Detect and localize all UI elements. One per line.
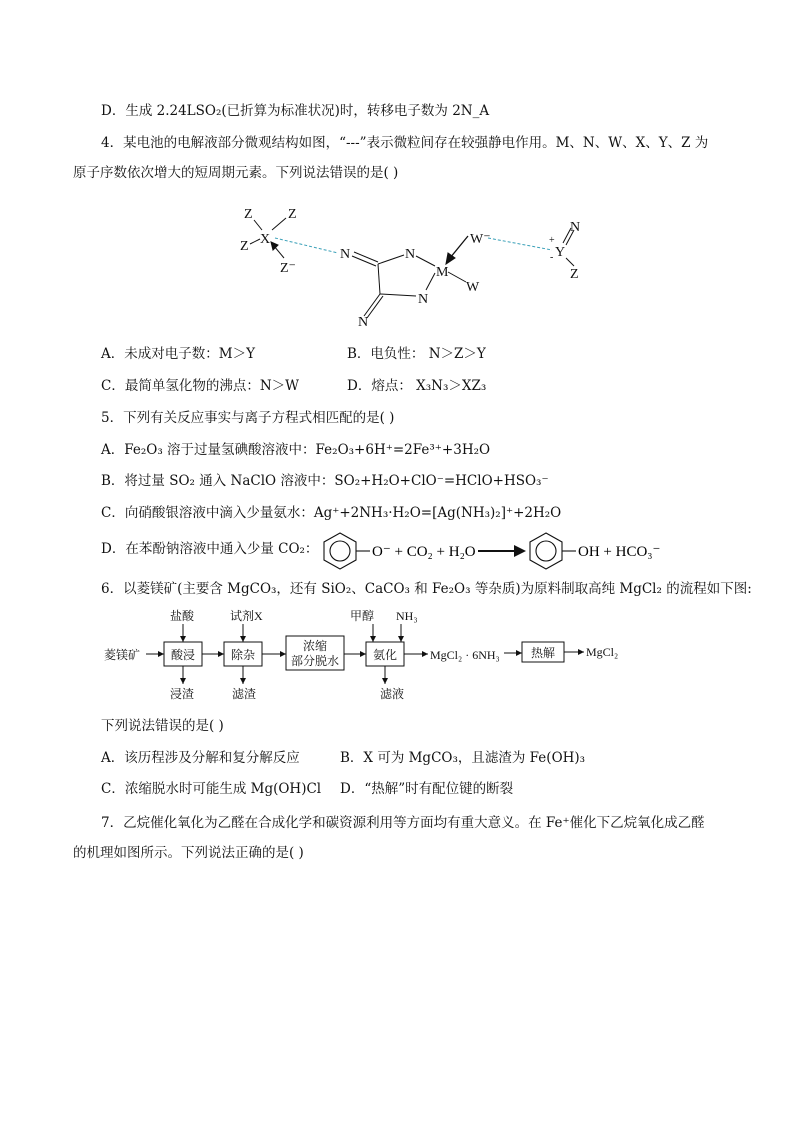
q6-option-d: D．“热解”时有配位键的断裂 (340, 781, 514, 797)
flow-nh3: NH₃ (396, 609, 418, 623)
benzene-ring-right (530, 533, 562, 569)
q4-structure-diagram (230, 198, 600, 333)
flow-residue: 滤渣 (232, 687, 257, 701)
q6-option-a: A．该历程涉及分解和复分解反应 (101, 750, 300, 766)
flow-leach: 浸渣 (170, 687, 195, 701)
flow-acid: 酸浸 (170, 648, 196, 662)
q5-option-b: B．将过量 SO₂ 通入 NaClO 溶液中：SO₂+H₂O+ClO⁻=HClO+HSO₃⁻ (101, 473, 549, 489)
q4-stem-line1: 4．某电池的电解液部分微观结构如图，“---”表示微粒间存在较强静电作用。M、N、W、X、Y、Z 为 (101, 135, 709, 151)
flow-remove: 除杂 (230, 648, 256, 662)
atom-z-minus: Z⁻ (280, 261, 296, 276)
q4-option-d: D．熔点： X₃N₃＞XZ₃ (347, 378, 487, 394)
q5-stem: 5．下列有关反应事实与离子方程式相匹配的是( ) (101, 410, 395, 426)
benzene-ring-left (324, 533, 356, 569)
flow-conc2: 部分脱水 (290, 654, 340, 668)
q4-option-b: B．电负性： N＞Z＞Y (347, 346, 486, 362)
flow-product: MgCl₂ · 6NH₃ (430, 648, 500, 662)
flow-reagent: 试剂X (230, 609, 263, 623)
q6-option-b: B．X 可为 MgCO₃，且滤渣为 Fe(OH)₃ (340, 750, 586, 766)
atom-n-2: N (405, 247, 416, 262)
q7-stem-line1: 7．乙烷催化氧化为乙醛在合成化学和碳资源利用等方面均有重大意义。在 Fe⁺催化下乙烷氧化成乙醛 (101, 815, 705, 831)
products-text: OH + HCO₃⁻ (578, 544, 661, 560)
q6-ask: 下列说法错误的是( ) (101, 718, 224, 734)
atom-n-1: N (340, 247, 351, 262)
flow-filtrate: 滤液 (380, 687, 405, 701)
atom-z-3: Z (240, 239, 249, 254)
atom-n-4: N (358, 315, 369, 330)
q7-stem-line2: 的机理如图所示。下列说法正确的是( ) (73, 845, 304, 861)
atom-z-4: Z (570, 267, 579, 282)
atom-n-3: N (418, 292, 429, 307)
q6-flowchart (104, 608, 644, 704)
flow-hcl: 盐酸 (170, 609, 195, 623)
charge-plus: + (549, 235, 555, 246)
flow-ammon: 氨化 (372, 648, 398, 662)
flow-methanol: 甲醇 (350, 609, 375, 623)
charge-minus: - (550, 252, 554, 263)
reaction-arrow (514, 545, 526, 557)
atom-z-2: Z (288, 207, 297, 222)
flow-final: MgCl₂ (586, 645, 619, 659)
q5-option-d-equation (318, 527, 688, 571)
flow-conc1: 浓缩 (302, 639, 328, 653)
q4-option-a: A．未成对电子数：M＞Y (101, 346, 255, 362)
atom-m: M (436, 265, 449, 280)
flow-heat: 热解 (530, 646, 556, 660)
q6-option-c: C．浓缩脱水时可能生成 Mg(OH)Cl (101, 781, 322, 797)
atom-z-1: Z (244, 207, 253, 222)
atom-n-5: N (570, 220, 581, 235)
q4-option-c: C．最简单氢化物的沸点：N＞W (101, 378, 300, 394)
reactants-text: O⁻ + CO₂ + H₂O (372, 544, 476, 560)
atom-w: W (466, 280, 480, 295)
q5-option-d-prefix: D．在苯酚钠溶液中通入少量 CO₂： (101, 541, 319, 557)
atom-y: Y (555, 245, 566, 260)
flow-start: 菱镁矿 (104, 648, 141, 662)
q6-stem: 6．以菱镁矿(主要含 MgCO₃，还有 SiO₂、CaCO₃ 和 Fe₂O₃ 等杂质)为原料制取高纯 MgCl₂ 的流程如下图: (101, 581, 752, 597)
q3-option-d: D．生成 2.24LSO₂(已折算为标准状况)时，转移电子数为 2N_A (101, 103, 490, 119)
atom-x: X (260, 232, 271, 247)
q5-option-a: A．Fe₂O₃ 溶于过量氢碘酸溶液中：Fe₂O₃+6H⁺=2Fe³⁺+3H₂O (101, 442, 491, 458)
q5-option-c: C．向硝酸银溶液中滴入少量氨水：Ag⁺+2NH₃·H₂O=[Ag(NH₃)₂]⁺+2H₂O (101, 505, 562, 521)
q4-stem-line2: 原子序数依次增大的短周期元素。下列说法错误的是( ) (73, 165, 399, 181)
atom-w-minus: W⁻ (470, 232, 491, 247)
